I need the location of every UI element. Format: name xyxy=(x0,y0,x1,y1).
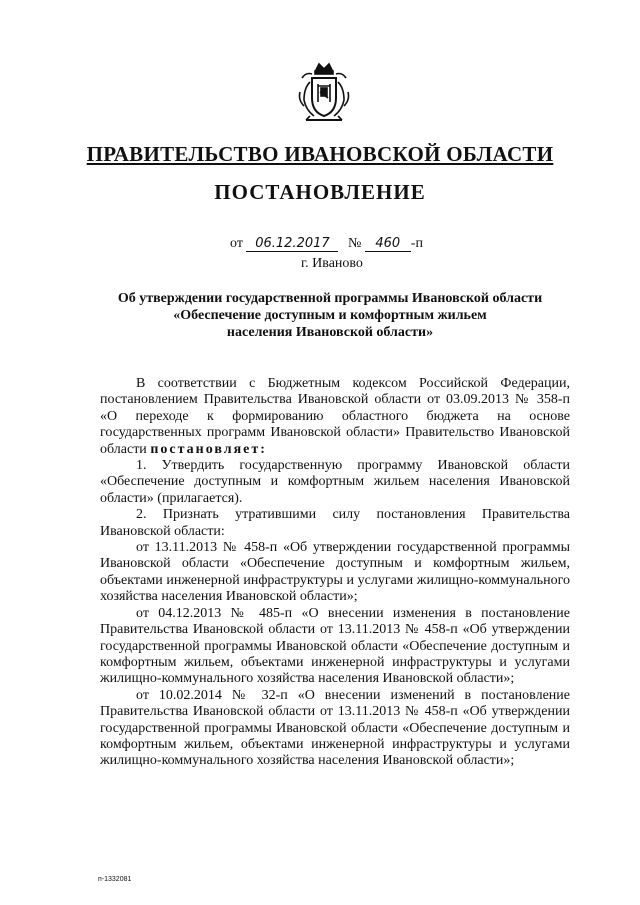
date-prefix: от xyxy=(230,236,243,251)
document-stamp-number: п-1332081 xyxy=(98,876,132,883)
city: г. Иваново xyxy=(301,256,363,271)
item-2: 2. Признать утратившими силу постановления Правительства Ивановской области: xyxy=(100,507,570,539)
government-name: ПРАВИТЕЛЬСТВО ИВАНОВСКОЙ ОБЛАСТИ xyxy=(86,142,554,166)
document-type: ПОСТАНОВЛЕНИЕ xyxy=(214,180,426,204)
repealed-act-1: от 13.11.2013 № 458-п «Об утверждении государственной программы Ивановской области «Обеспечение доступным и комфортным жильем, объектами инженерной инфраструктуры и услугами жилищно-коммунального хозяйства населения Ивановской области»; xyxy=(100,540,570,605)
repealed-act-3: от 10.02.2014 № 32-п «О внесении изменений в постановление Правительства Ивановской области от 13.11.2013 № 458-п «Об утверждении государственной программы Ивановской области «Обеспечение доступным и комфортным жильем, объектами инженерной инфраструктуры и услугами жилищно-коммунального хозяйства населения Ивановской области»; xyxy=(100,687,570,769)
decree-word: постановляет: xyxy=(150,441,267,457)
number-suffix: -п xyxy=(410,236,423,251)
subject-line: «Обеспечение доступным и комфортным жильем xyxy=(173,308,487,323)
item-1: 1. Утвердить государственную программу Ивановской области «Обеспечение доступным и комфортным жильем населения Ивановской области» (прилагается). xyxy=(100,458,570,506)
document-body xyxy=(100,376,570,770)
subject-line: Об утверждении государственной программы Ивановской области xyxy=(117,291,543,306)
document-number: 460 xyxy=(365,236,411,252)
date-number-line xyxy=(230,236,423,252)
coat-of-arms-icon xyxy=(296,62,352,124)
number-prefix: № xyxy=(347,236,362,251)
subject-line: населения Ивановской области» xyxy=(226,325,434,340)
repealed-act-2: от 04.12.2013 № 485-п «О внесении изменения в постановление Правительства Ивановской области от 13.11.2013 № 458-п «Об утверждении государственной программы Ивановской области «Обеспечение доступным и комфортным жильем, объектами инженерной инфраструктуры и услугами жилищно-коммунального хозяйства населения Ивановской области»; xyxy=(100,605,570,687)
subject-heading xyxy=(80,290,580,341)
intro-text: В соответствии с Бюджетным кодексом Российской Федерации, постановлением Правительства Ивановской области от 03.09.2013 № 358-п «О переходе к формированию областного бюджета на основе государственных программ Ивановской области» Правительство Ивановской области xyxy=(100,376,570,457)
document-date: 06.12.2017 xyxy=(246,236,338,252)
intro-paragraph xyxy=(100,376,570,458)
